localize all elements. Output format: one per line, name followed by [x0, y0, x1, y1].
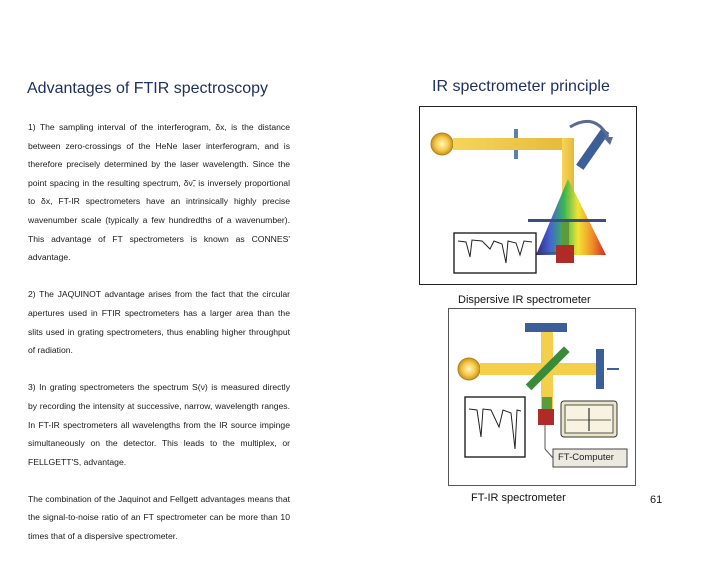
paragraph-fellgett: 3) In grating spectrometers the spectrum S(ν) is measured directly by recording the intensity at successive, narrow, wavelength ranges. In FT-IR spectrometers all wavelengths from the IR source impinge simultaneously on the detector. This leads to the multiplex, or FELLGETT'S, advantage. — [28, 382, 290, 467]
left-section-title: Advantages of FTIR spectroscopy — [27, 80, 268, 97]
detector-icon — [538, 409, 554, 425]
advantages-text — [28, 118, 290, 564]
ir-source-icon — [431, 133, 453, 155]
spectrum-readout — [454, 233, 536, 273]
dispersive-spectrometer-diagram — [419, 106, 637, 285]
dispersed-spectrum — [536, 179, 606, 255]
page-number: 61 — [650, 494, 663, 506]
detector-icon — [556, 245, 574, 263]
ft-computer-label: FT-Computer — [558, 452, 614, 463]
ir-source-icon — [458, 358, 480, 380]
paragraph-connes: 1) The sampling interval of the interferogram, δx, is the distance between zero-crossings of the HeNe laser interferogram, and is therefore precisely determined by the laser wavelength. Since the point spacing in the resulting spectrum, δν̃, is inversely proportional to δx, FT-IR spectrometers have an intrinsically highly precise wavenumber scale (typically a few hundredths of a wavenumber). This advantage of FT spectrometers is known as CONNES' advantage. — [28, 122, 290, 263]
grating-icon — [576, 128, 609, 170]
moving-mirror-icon — [596, 349, 604, 389]
fixed-mirror-icon — [525, 323, 567, 332]
ft-ir-caption: FT-IR spectrometer — [471, 492, 566, 504]
dispersive-caption: Dispersive IR spectrometer — [458, 294, 591, 306]
paragraph-combination: The combination of the Jaquinot and Fellgett advantages means that the signal-to-noise ratio of an FT spectrometer can be more than 10 times that of a dispersive spectrometer. — [28, 493, 290, 542]
paragraph-jaquinot: 2) The JAQUINOT advantage arises from the fact that the circular apertures used in FTIR spectrometers has a larger area than the slits used in grating spectrometers, thus enabling higher throughput of radiation. — [28, 289, 290, 356]
right-section-title: IR spectrometer principle — [432, 78, 610, 95]
ft-ir-spectrometer-diagram — [448, 308, 636, 486]
